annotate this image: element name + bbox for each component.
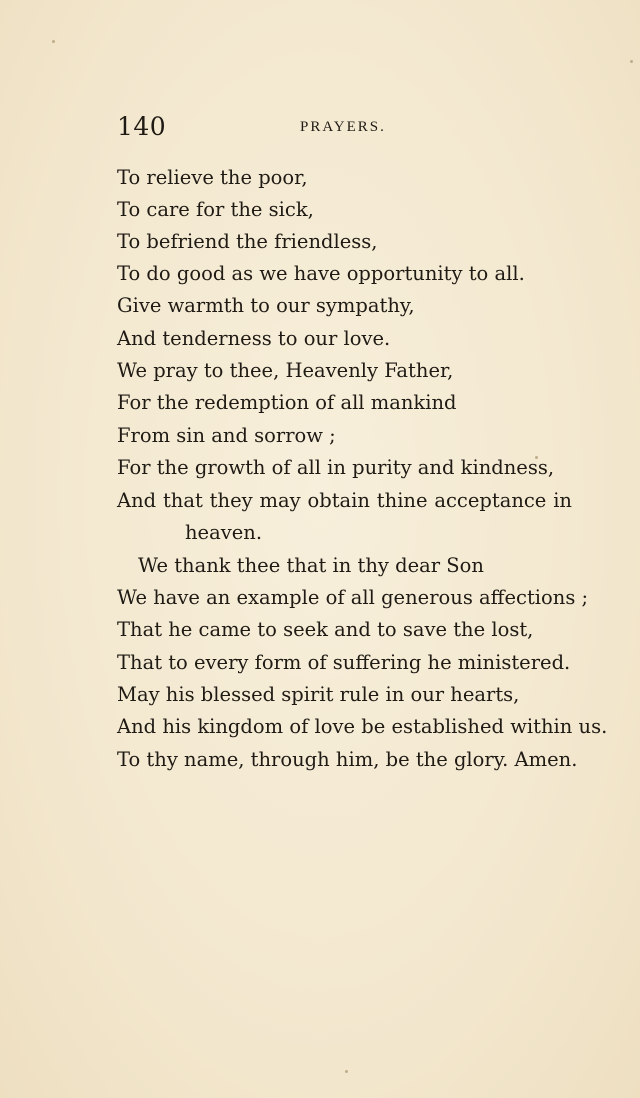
text-line: To do good as we have opportunity to all. (117, 262, 525, 285)
paper-speck (630, 60, 633, 63)
text-line: For the redemption of all mankind (117, 391, 457, 414)
text-line: And his kingdom of love be established within us. (117, 715, 608, 738)
text-line: To care for the sick, (117, 198, 314, 221)
text-line: From sin and sorrow ; (117, 424, 336, 447)
text-line: We have an example of all generous affections ; (117, 586, 589, 609)
text-line: That he came to seek and to save the lost, (117, 618, 534, 641)
text-line: We thank thee that in thy dear Son (138, 554, 484, 577)
text-line: For the growth of all in purity and kindness, (117, 456, 555, 479)
text-line: We pray to thee, Heavenly Father, (117, 359, 454, 382)
text-line: To thy name, through him, be the glory. Amen. (117, 748, 578, 771)
text-line: Give warmth to our sympathy, (117, 294, 415, 317)
text-line: That to every form of suffering he ministered. (117, 651, 571, 674)
text-line: And tenderness to our love. (117, 327, 391, 350)
text-line: May his blessed spirit rule in our hearts, (117, 683, 520, 706)
text-line: heaven. (185, 521, 263, 544)
text-line: To relieve the poor, (117, 166, 308, 189)
page-number: 140 (117, 112, 167, 141)
paper-speck (52, 40, 55, 43)
running-head: PRAYERS. (300, 119, 386, 135)
paper-speck (345, 1070, 348, 1073)
text-line: To befriend the friendless, (117, 230, 378, 253)
text-line: And that they may obtain thine acceptance in (117, 489, 572, 512)
